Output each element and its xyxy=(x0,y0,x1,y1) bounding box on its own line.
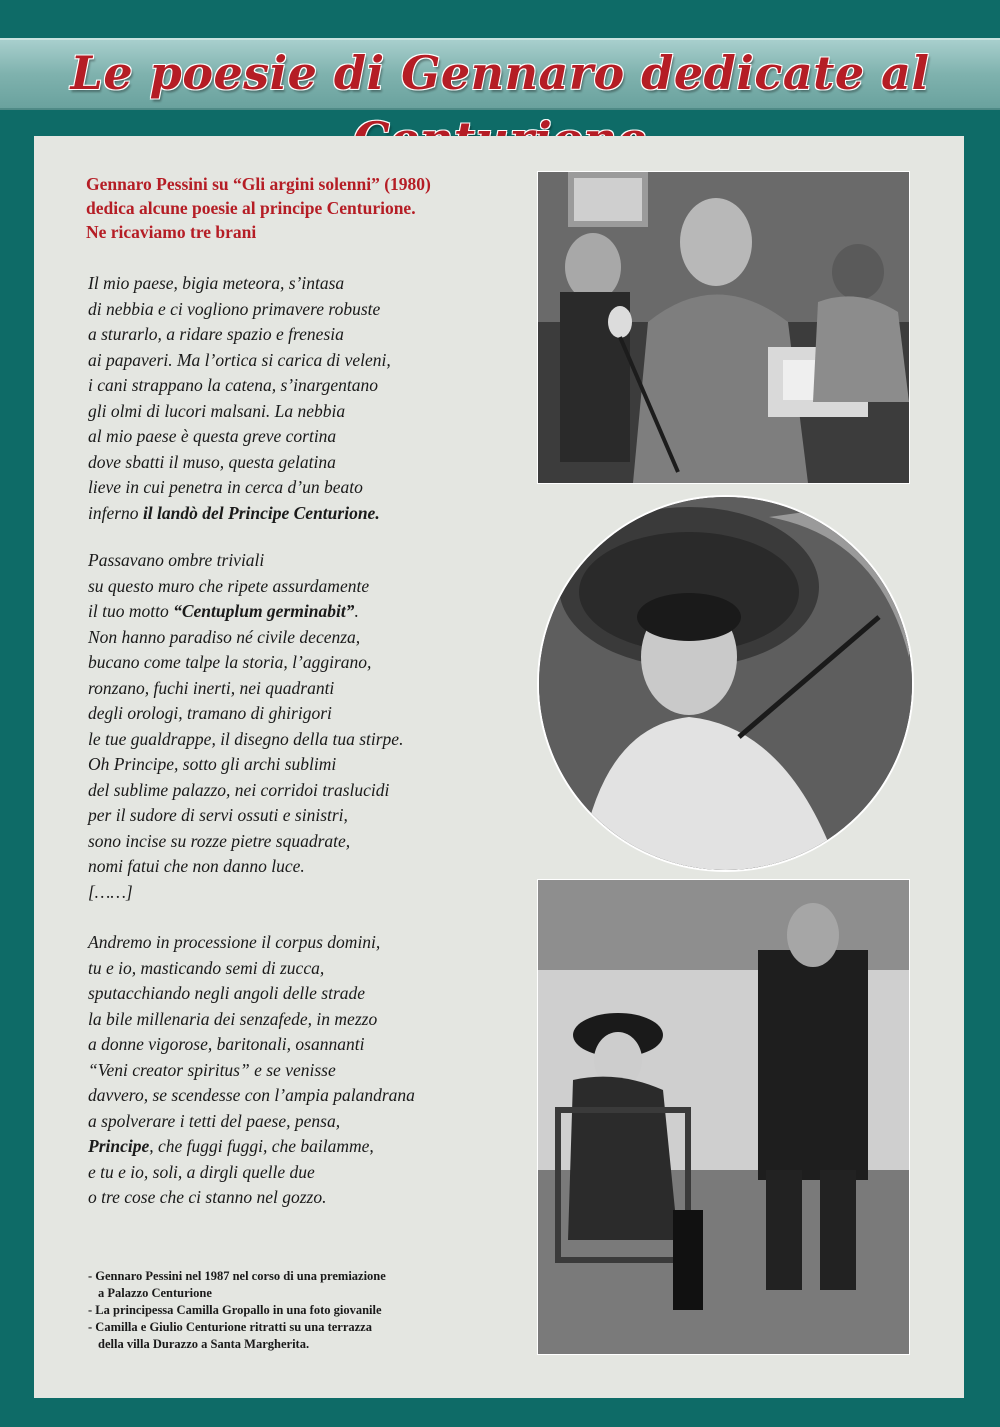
poem-stanza-3 xyxy=(88,930,528,1211)
poem-line xyxy=(88,599,528,625)
camilla-portrait-image xyxy=(539,497,912,870)
poem-emphasis: Principe xyxy=(88,1136,150,1156)
poem-text: , che fuggi fuggi, che bailamme, xyxy=(149,1136,374,1156)
photo-award-ceremony xyxy=(537,171,910,484)
poem-line: le tue gualdrappe, il disegno della tua stirpe. xyxy=(88,728,404,749)
poem-text: il tuo motto xyxy=(88,601,174,621)
page-title: Le poesie di Gennaro dedicate al xyxy=(70,46,930,100)
poem-line: del sublime palazzo, nei corridoi traslucidi xyxy=(88,779,390,800)
poem-text: . xyxy=(354,601,359,621)
motto-emphasis: “Centuplum germinabit” xyxy=(173,601,355,621)
poem-line: e tu e io, soli, a dirgli quelle due xyxy=(88,1161,315,1182)
poem-line: sputacchiando negli angoli delle strade xyxy=(88,983,366,1003)
couple-terrace-image xyxy=(538,880,909,1354)
title-band xyxy=(0,38,1000,110)
poem-line: su questo muro che ripete assurdamente xyxy=(88,575,370,596)
poem-line: [……] xyxy=(88,881,133,902)
poem-line xyxy=(88,1134,528,1160)
photo-couple-terrace xyxy=(537,879,910,1355)
caption-line: - La principessa Camilla Gropallo in una foto giovanile xyxy=(88,1303,382,1317)
poem-line: gli olmi di lucori malsani. La nebbia xyxy=(88,400,346,421)
poem-stanza-2 xyxy=(88,548,528,905)
poem-line: dove sbatti il muso, questa gelatina xyxy=(88,451,336,472)
intro-line: Gennaro Pessini su “Gli argini solenni” (1980) xyxy=(86,174,431,194)
poem-text: inferno xyxy=(88,502,143,523)
poem-line: degli orologi, tramano di ghirigori xyxy=(88,703,332,723)
poem-line: la bile millenaria dei senzafede, in mezzo xyxy=(88,1008,378,1029)
poem-line: o tre cose che ci stanno nel gozzo. xyxy=(88,1187,327,1207)
poem-line: nomi fatui che non danno luce. xyxy=(88,856,305,876)
poem-line: davvero, se scendesse con l’ampia palandrana xyxy=(88,1085,415,1105)
photo-camilla-portrait xyxy=(537,495,914,872)
poem-line: Non hanno paradiso né civile decenza, xyxy=(88,626,361,647)
poem-line: a sturarlo, a ridare spazio e frenesia xyxy=(88,324,344,344)
poem-line: ai papaveri. Ma l’ortica si carica di veleni, xyxy=(88,349,391,370)
poem-line: tu e io, masticando semi di zucca, xyxy=(88,957,325,978)
intro-text xyxy=(86,172,526,244)
poem-line: a spolverare i tetti del paese, pensa, xyxy=(88,1110,341,1131)
intro-line: dedica alcune poesie al principe Centurione. xyxy=(86,198,416,218)
poem-stanza-1 xyxy=(88,271,528,526)
intro-line: Ne ricaviamo tre brani xyxy=(86,222,257,242)
poem-line: i cani strappano la catena, s’inargentano xyxy=(88,375,379,395)
poem-line: Il mio paese, bigia meteora, s’intasa xyxy=(88,273,345,293)
caption-line: a Palazzo Centurione xyxy=(98,1286,212,1300)
poem-line: lieve in cui penetra in cerca d’un beato xyxy=(88,477,363,497)
award-ceremony-image xyxy=(538,172,909,483)
poem-line: Andremo in processione il corpus domini, xyxy=(88,932,381,952)
poem-line: Oh Principe, sotto gli archi sublimi xyxy=(88,754,337,774)
poem-line xyxy=(88,501,528,527)
poem-line: “Veni creator spiritus” e se venisse xyxy=(88,1059,336,1080)
caption-line: della villa Durazzo a Santa Margherita. xyxy=(98,1337,310,1351)
poem-line: Passavano ombre triviali xyxy=(88,550,265,570)
caption-line: - Gennaro Pessini nel 1987 nel corso di una premiazione xyxy=(88,1269,386,1283)
poem-emphasis: il landò del Principe Centurione. xyxy=(142,502,380,523)
photo-captions xyxy=(88,1268,528,1353)
poem-line: a donne vigorose, baritonali, osannanti xyxy=(88,1034,365,1054)
poem-line: bucano come talpe la storia, l’aggirano, xyxy=(88,652,372,672)
poem-line: di nebbia e ci vogliono primavere robuste xyxy=(88,298,381,319)
poem-line: per il sudore di servi ossuti e sinistri, xyxy=(88,805,348,825)
poem-line: sono incise su rozze pietre squadrate, xyxy=(88,830,351,851)
poem-line: al mio paese è questa greve cortina xyxy=(88,426,337,446)
poem-line: ronzano, fuchi inerti, nei quadranti xyxy=(88,677,335,698)
caption-line: - Camilla e Giulio Centurione ritratti su una terrazza xyxy=(88,1320,372,1334)
